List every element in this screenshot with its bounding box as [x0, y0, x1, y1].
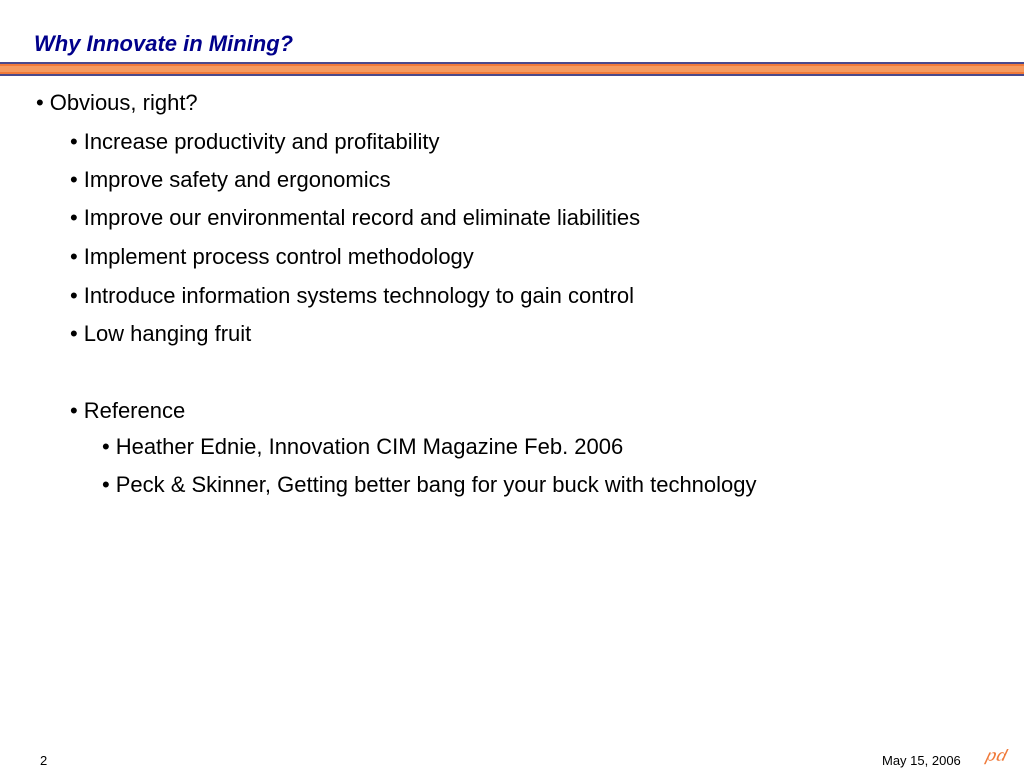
footer-date: May 15, 2006	[882, 753, 961, 768]
bullet-icon: •	[70, 129, 78, 154]
bullet-text: Peck & Skinner, Getting better bang for your buck with technology	[115, 472, 757, 497]
bullet-icon: •	[70, 167, 78, 192]
bullet-text: Improve safety and ergonomics	[83, 167, 391, 192]
bullet-icon: •	[70, 283, 78, 308]
bullet-icon: •	[70, 321, 78, 346]
bullet-icon: •	[102, 472, 110, 497]
bullet-text: Improve our environmental record and eliminate liabilities	[83, 205, 641, 230]
bullet-item	[70, 283, 634, 309]
bullet-text: Reference	[83, 398, 186, 423]
slide-title: Why Innovate in Mining?	[34, 31, 294, 56]
bullet-icon: •	[70, 205, 78, 230]
logo-text: pd	[983, 745, 1010, 765]
bullet-item	[70, 321, 251, 347]
bullet-icon: •	[36, 90, 44, 115]
bullet-icon: •	[102, 434, 110, 459]
bullet-item	[102, 472, 757, 498]
bullet-text: Obvious, right?	[49, 90, 198, 115]
bullet-item	[70, 398, 185, 424]
bullet-text: Increase productivity and profitability	[83, 129, 440, 154]
bullet-text: Introduce information systems technology to gain control	[83, 283, 634, 308]
bullet-text: Heather Ednie, Innovation CIM Magazine Feb. 2006	[115, 434, 624, 459]
bullet-item	[102, 434, 623, 460]
title-divider	[0, 62, 1024, 76]
bullet-text: Low hanging fruit	[83, 321, 252, 346]
bullet-text: Implement process control methodology	[83, 244, 474, 269]
bullet-item	[70, 129, 440, 155]
bullet-item	[70, 205, 640, 231]
bullet-item	[70, 167, 391, 193]
pd-logo	[982, 745, 1016, 765]
bullet-item	[36, 90, 198, 116]
page-number: 2	[40, 753, 48, 768]
bullet-icon: •	[70, 244, 78, 269]
bullet-item	[70, 244, 474, 270]
bullet-icon: •	[70, 398, 78, 423]
